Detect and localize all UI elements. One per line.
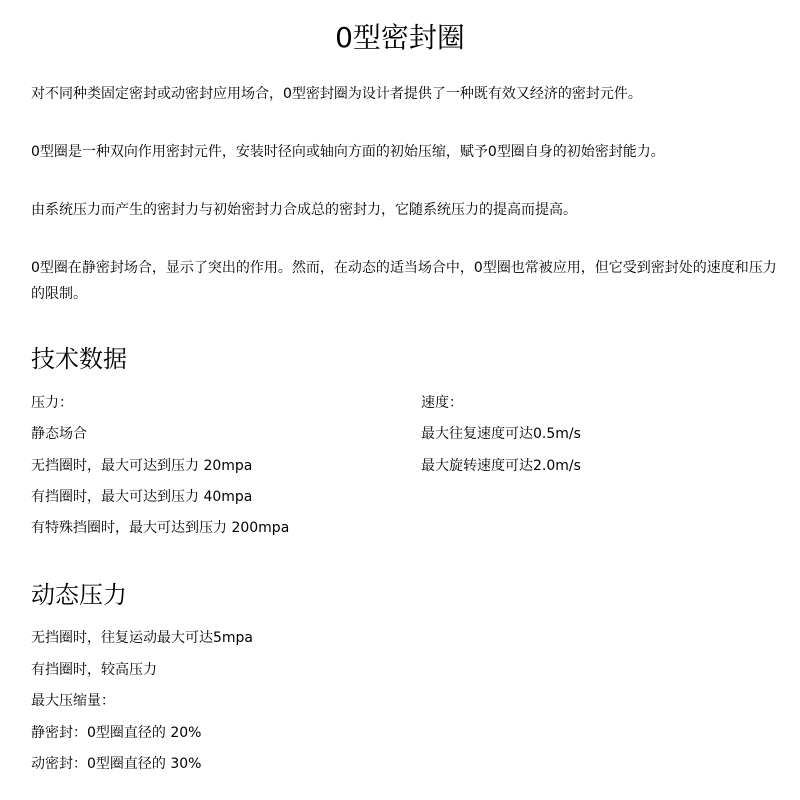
dynamic-line: 有挡圈时，较高压力: [31, 662, 157, 678]
page-title: 0型密封圈: [335, 21, 465, 54]
pressure-line: 有特殊挡圈时，最大可达到压力 200mpa: [31, 520, 290, 536]
intro-paragraph-1: 对不同种类固定密封或动密封应用场合，0型密封圈为设计者提供了一种既有效又经济的密封元件。: [31, 86, 642, 102]
pressure-line: 无挡圈时，最大可达到压力 20mpa: [31, 458, 253, 474]
intro-paragraph-4: 0型圈在静密封场合，显示了突出的作用。然而，在动态的适当场合中，0型圈也常被应用，但它受到密封处的速度和压力的限制。: [31, 260, 777, 302]
dynamic-line: 无挡圈时，往复运动最大可达5mpa: [31, 630, 254, 646]
pressure-label: 压力：: [31, 395, 73, 411]
pressure-line: 静态场合: [31, 426, 87, 442]
intro-paragraph-2: 0型圈是一种双向作用密封元件，安装时径向或轴向方面的初始压缩，赋予0型圈自身的初始密封能力。: [31, 144, 665, 160]
dynamic-line: 动密封：0型圈直径的 30%: [31, 756, 202, 772]
tech-data-heading: 技术数据: [31, 345, 127, 373]
speed-line: 最大往复速度可达0.5m/s: [421, 426, 581, 442]
speed-line: 最大旋转速度可达2.0m/s: [421, 458, 581, 474]
dynamic-pressure-heading: 动态压力: [31, 581, 127, 609]
dynamic-line: 静密封：0型圈直径的 20%: [31, 725, 202, 741]
pressure-line: 有挡圈时，最大可达到压力 40mpa: [31, 489, 253, 505]
intro-paragraph-3: 由系统压力而产生的密封力与初始密封力合成总的密封力，它随系统压力的提高而提高。: [31, 202, 577, 218]
dynamic-line: 最大压缩量：: [31, 693, 115, 709]
speed-label: 速度：: [421, 395, 463, 411]
